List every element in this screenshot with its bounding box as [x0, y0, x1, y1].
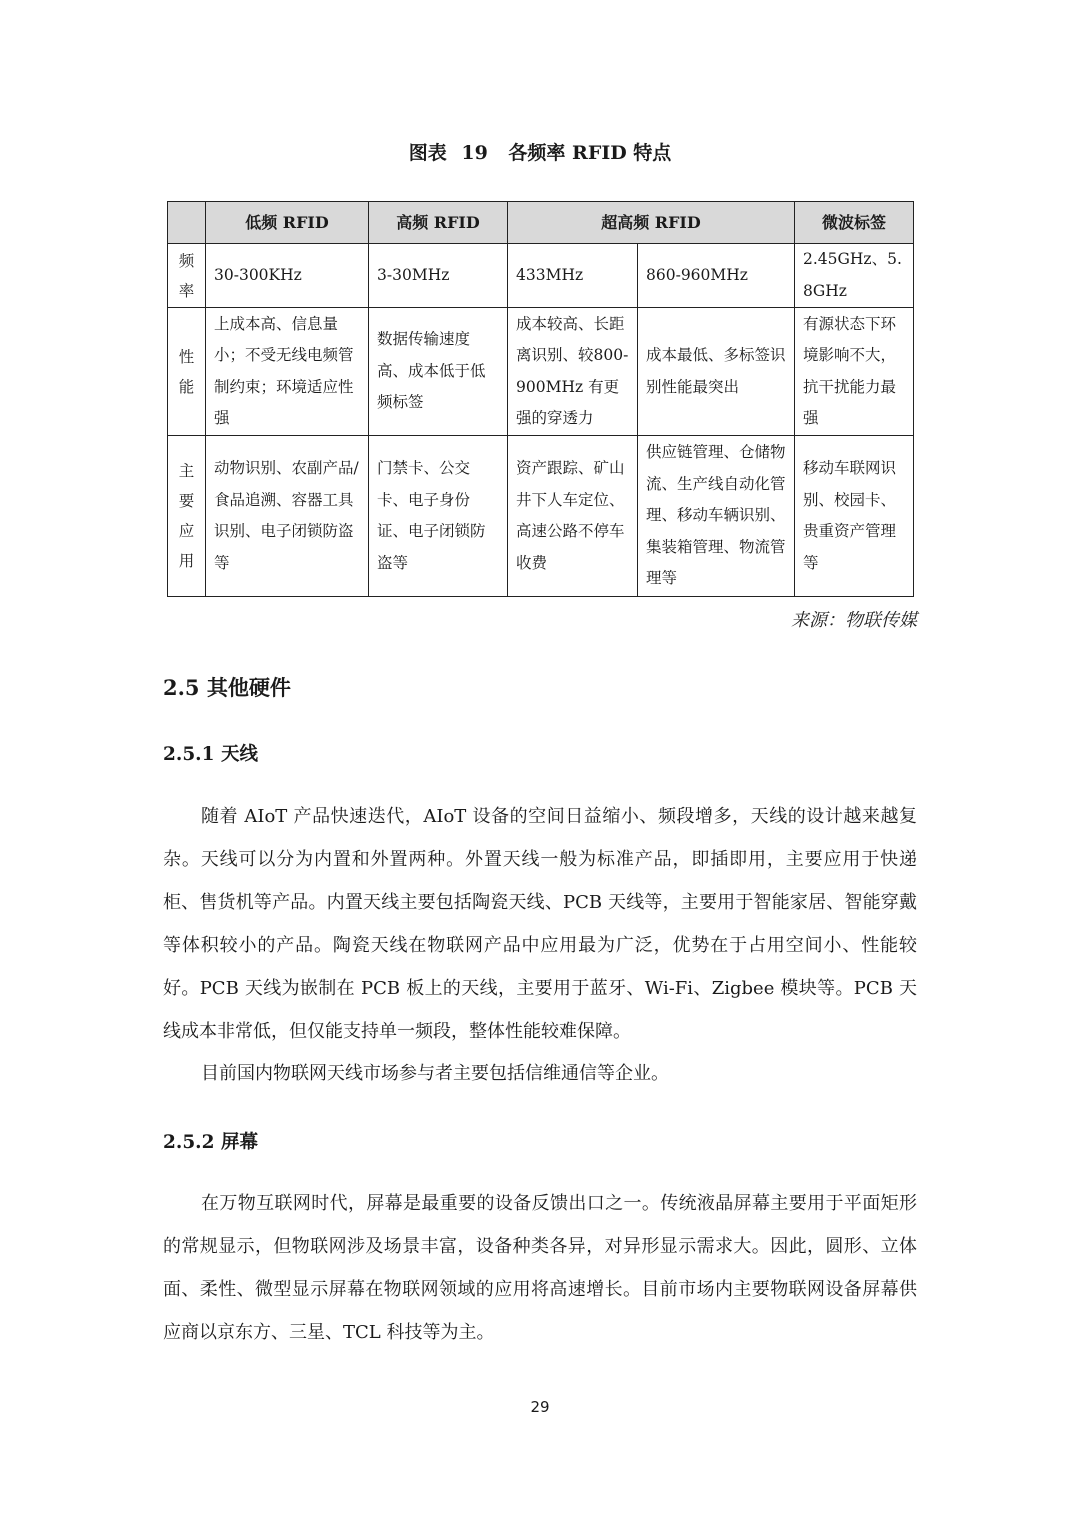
paragraph-antenna: 随着 AIoT 产品快速迭代，AIoT 设备的空间日益缩小、频段增多，天线的设计越来越复杂。天线可以分为内置和外置两种。外置天线一般为标准产品，即插即用，主要应用于快递柜、售货机等产品。内置天线主要包括陶瓷天线、PCB 天线等，主要用于智能家居、智能穿戴等体积较小的产品。陶瓷天线在物联网产品中应用最为广泛，优势在于占用空间小、性能较好。PCB 天线为嵌制在 PCB 板上的天线，主要用于蓝牙、Wi-Fi、Zigbee 模块等。PCB 天线成本非常低，但仅能支持单一频段，整体性能较难保障。 [163, 806, 917, 1042]
table-source: 来源：物联传媒 [791, 610, 917, 631]
table-caption [0, 138, 1080, 165]
section-title: 其他硬件 [206, 675, 291, 700]
table-cell: 2.45GHz、5.8GHz [795, 244, 914, 308]
header-hf: 高频 RFID [369, 202, 508, 244]
table-row-performance [168, 308, 914, 436]
table-cell: 860-960MHz [638, 244, 795, 308]
section-heading [163, 672, 291, 702]
table-cell: 成本较高、长距离识别、较800-900MHz 有更强的穿透力 [508, 308, 638, 436]
table-cell: 433MHz [508, 244, 638, 308]
subsection-title: 屏幕 [220, 1132, 258, 1153]
paragraph-screen: 在万物互联网时代，屏幕是最重要的设备反馈出口之一。传统液晶屏幕主要用于平面矩形的常规显示，但物联网涉及场景丰富，设备种类各异，对异形显示需求大。因此，圆形、立体面、柔性、微型显示屏幕在物联网领域的应用将高速增长。目前市场内主要物联网设备屏幕供应商以京东方、三星、TCL 科技等为主。 [163, 1193, 917, 1343]
caption-label: 图表 [408, 142, 447, 164]
table-cell: 有源状态下环境影响不大，抗干扰能力最强 [795, 308, 914, 436]
table-row-applications [168, 436, 914, 597]
table-cell: 成本最低、多标签识别性能最突出 [638, 308, 795, 436]
rfid-table [167, 201, 914, 597]
table-row-frequency [168, 244, 914, 308]
subsection-number: 2.5.2 [163, 1132, 215, 1153]
page-number: 29 [530, 1398, 550, 1416]
section-number: 2.5 [163, 675, 200, 700]
table-header-row [168, 202, 914, 244]
subsection-number: 2.5.1 [163, 744, 215, 765]
table-cell: 30-300KHz [206, 244, 369, 308]
table-cell: 门禁卡、公交卡、电子身份证、电子闭锁防盗等 [369, 436, 508, 597]
header-blank [168, 202, 206, 244]
subsection-heading-screen [163, 1128, 258, 1154]
header-uhf: 超高频 RFID [508, 202, 795, 244]
row-label-performance: 性 能 [168, 308, 206, 436]
row-label-frequency: 频 率 [168, 244, 206, 308]
table-cell: 供应链管理、仓储物流、生产线自动化管理、移动车辆识别、集装箱管理、物流管理等 [638, 436, 795, 597]
row-label-applications: 主 要 应 用 [168, 436, 206, 597]
subsection-title: 天线 [220, 744, 258, 765]
table-cell: 动物识别、农副产品/食品追溯、容器工具识别、电子闭锁防盗等 [206, 436, 369, 597]
table-cell: 移动车联网识别、校园卡、贵重资产管理等 [795, 436, 914, 597]
table-cell: 资产跟踪、矿山井下人车定位、高速公路不停车收费 [508, 436, 638, 597]
header-lf: 低频 RFID [206, 202, 369, 244]
table-cell: 数据传输速度高、成本低于低频标签 [369, 308, 508, 436]
subsection-heading-antenna [163, 740, 258, 766]
header-microwave: 微波标签 [795, 202, 914, 244]
caption-title: 各频率 RFID 特点 [508, 142, 672, 164]
caption-number: 19 [461, 142, 488, 164]
paragraph-antenna-market: 目前国内物联网天线市场参与者主要包括信维通信等企业。 [201, 1063, 669, 1084]
table-cell: 上成本高、信息量小；不受无线电频管制约束；环境适应性强 [206, 308, 369, 436]
table-cell: 3-30MHz [369, 244, 508, 308]
